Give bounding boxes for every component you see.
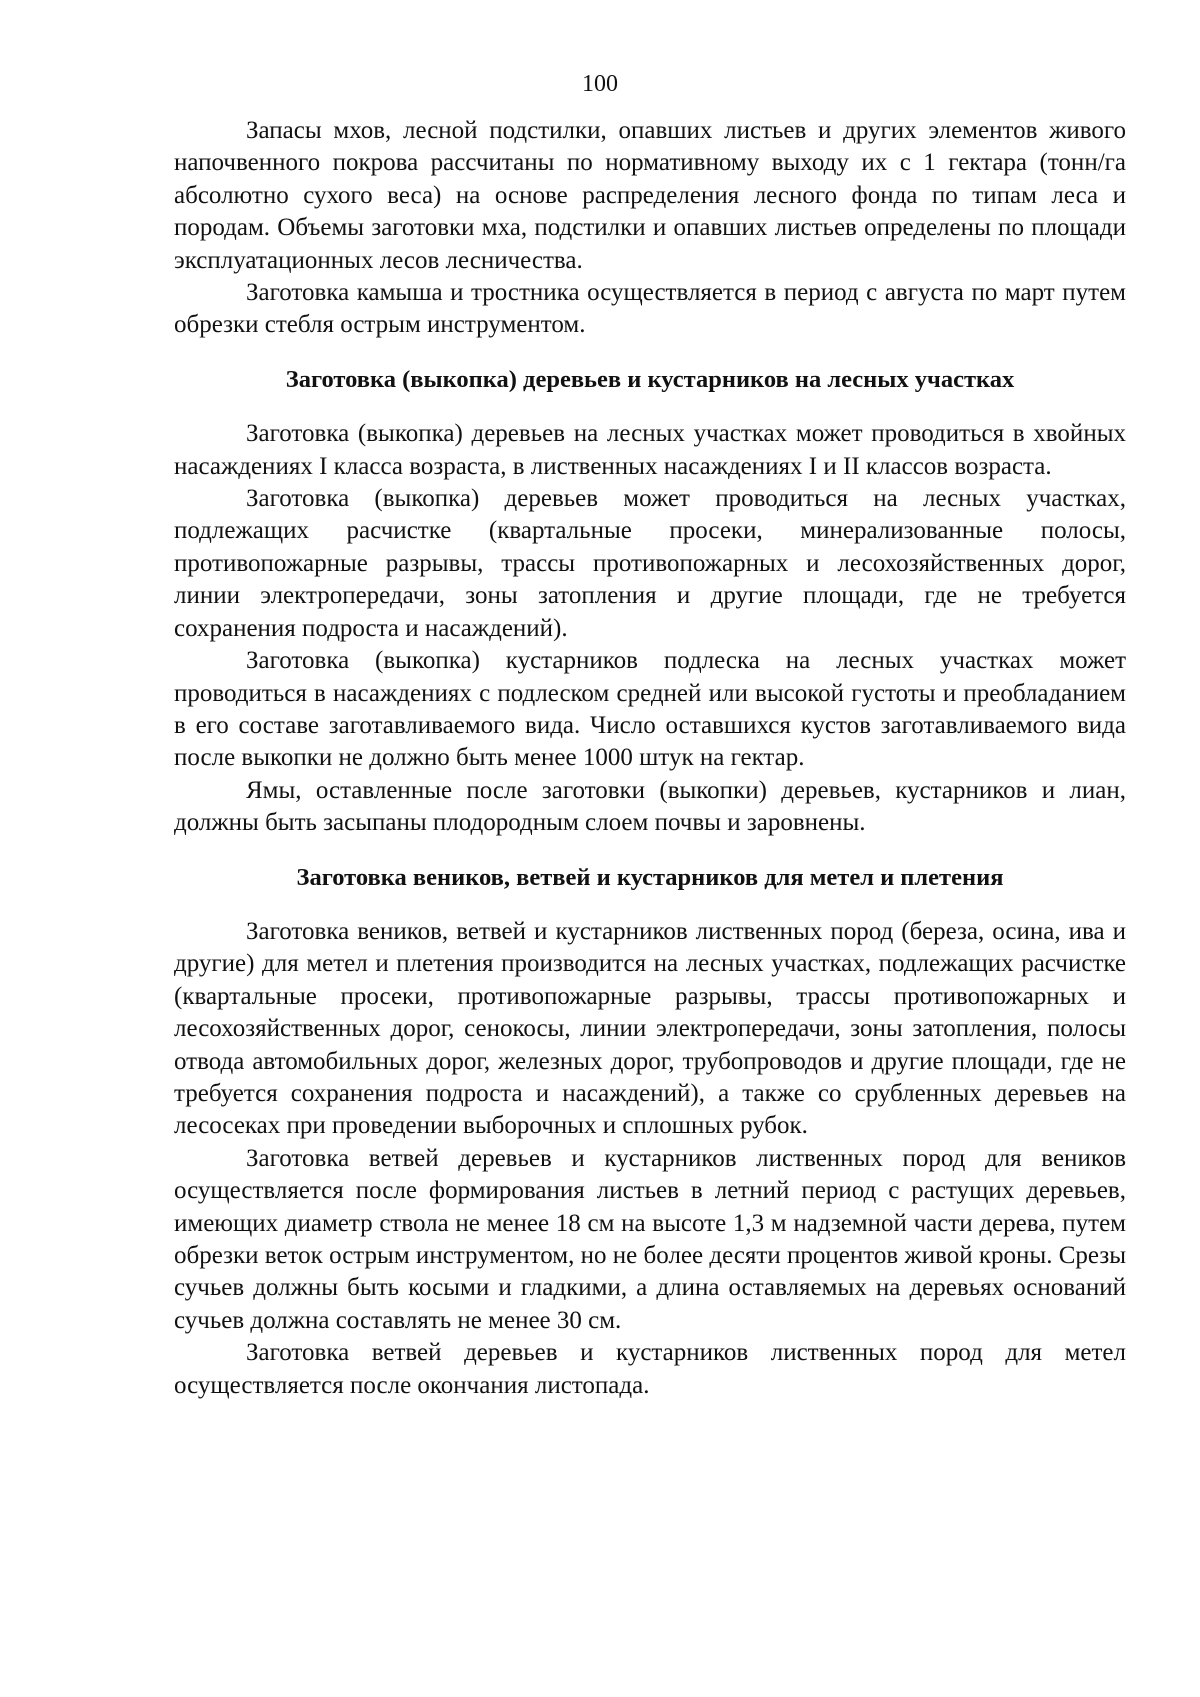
section-heading: Заготовка веников, ветвей и кустарников для метел и плетения [296, 863, 1004, 891]
page-number: 100 [582, 71, 618, 97]
paragraph: Заготовка ветвей деревьев и кустарников лиственных пород для метел осуществляется после окончания листопада. [174, 1339, 1126, 1399]
paragraph: Заготовка ветвей деревьев и кустарников лиственных пород для веников осуществляется после формирования листьев в летний период с растущих деревьев, имеющих диаметр ствола не менее 18 см на высоте 1,3 м надземной части дерева, путем обрезки веток острым инструментом, но не более десяти процентов живой кроны. Срезы сучьев должны быть косыми и гладкими, а длина оставляемых на деревьях оснований сучьев должна составлять не менее 30 см. [174, 1144, 1126, 1334]
spacer [174, 342, 1126, 364]
paragraph: Заготовка (выкопка) деревьев на лесных участках может проводиться в хвойных насаждениях I класса возраста, в лиственных насаждениях I и II классов возраста. [174, 420, 1126, 480]
paragraph: Заготовка (выкопка) кустарников подлеска на лесных участках может проводиться в насаждениях с подлеском средней или высокой густоты и преобладанием в его составе заготавливаемого вида. Число оставшихся кустов заготавливаемого вида после выкопки не должно быть менее 1000 штук на гектар. [174, 647, 1126, 772]
spacer [174, 396, 1126, 418]
paragraph: Заготовка веников, ветвей и кустарников лиственных пород (береза, осина, ива и другие) для метел и плетения производится на лесных участках, подлежащих расчистке (квартальные просеки, противопожарные разрывы, трассы противопожарных и лесохозяйственных дорог, сенокосы, линии электропередачи, зоны затопления, полосы отвода автомобильных дорог, железных дорог, трубопроводов и другие площади, где не требуется сохранения подроста и насаждений), а также со срубленных деревьев на лесосеках при проведении выборочных и сплошных рубок. [174, 917, 1126, 1140]
spacer [174, 840, 1126, 862]
paragraph: Заготовка (выкопка) деревьев может проводиться на лесных участках, подлежащих расчистке (квартальные просеки, минерализованные полосы, противопожарные разрывы, трассы противопожарных и лесохозяйственных дорог, линии электропередачи, зоны затопления и другие площади, где не требуется сохранения подроста и насаждений). [174, 485, 1126, 642]
section-heading: Заготовка (выкопка) деревьев и кустарников на лесных участках [285, 365, 1015, 393]
paragraph: Запасы мхов, лесной подстилки, опавших листьев и других элементов живого напочвенного покрова рассчитаны по нормативному выходу их с 1 гектара (тонн/га абсолютно сухого веса) на основе распределения лесного фонда по типам леса и породам. Объемы заготовки мха, подстилки и опавших листьев определены по площади эксплуатационных лесов лесничества. [174, 117, 1126, 274]
paragraph: Заготовка камыша и тростника осуществляется в период с августа по март путем обрезки стебля острым инструментом. [174, 279, 1126, 339]
page-body [174, 115, 1126, 1402]
paragraph: Ямы, оставленные после заготовки (выкопки) деревьев, кустарников и лиан, должны быть засыпаны плодородным слоем почвы и заровнены. [174, 776, 1126, 837]
spacer [174, 894, 1126, 916]
